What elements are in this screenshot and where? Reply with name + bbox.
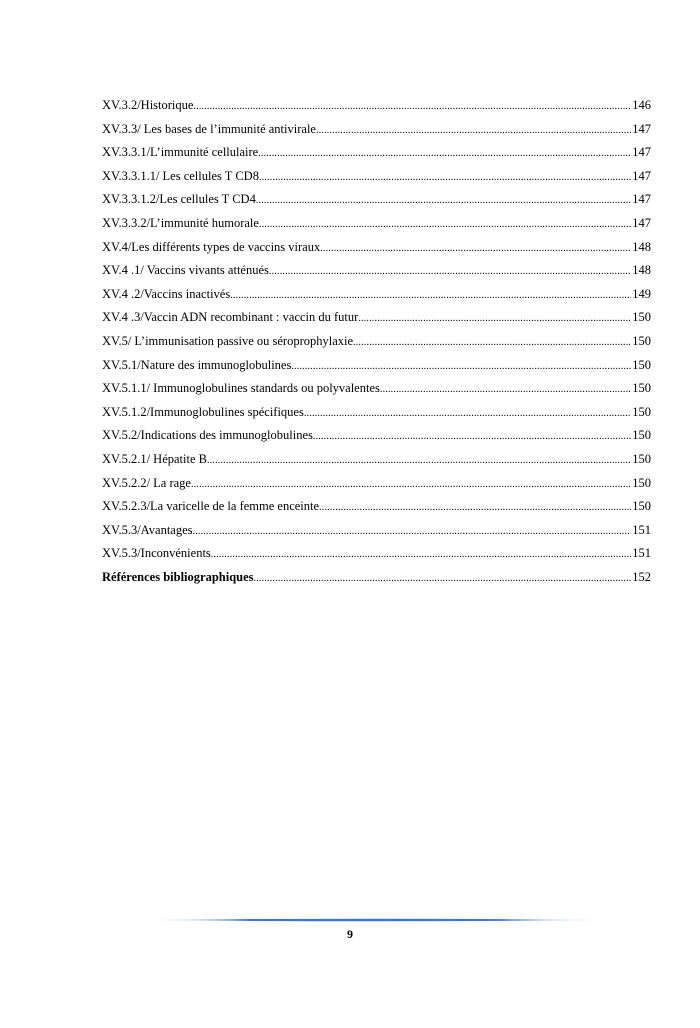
toc-entry-label: XV.5.3/Inconvénients <box>102 546 211 561</box>
toc-entry <box>102 168 651 192</box>
toc-entry <box>102 121 651 145</box>
toc-entry <box>102 286 651 310</box>
toc-entry-page: 150 <box>632 475 651 490</box>
toc-dot-leader <box>316 123 631 139</box>
toc-entry-page: 150 <box>632 404 651 419</box>
toc-entry-page: 148 <box>632 263 651 278</box>
toc-dot-leader <box>353 335 631 351</box>
toc-dot-leader <box>380 382 631 398</box>
toc-entry-label: XV.4 .1/ Vaccins vivants atténués <box>102 263 269 278</box>
toc-entry <box>102 191 651 215</box>
toc-entry <box>102 475 651 499</box>
toc-entry <box>102 333 651 357</box>
toc-dot-leader <box>230 288 631 304</box>
toc-entry-label: XV.3.3/ Les bases de l’immunité antivirale <box>102 121 316 136</box>
toc-dot-leader <box>313 429 631 445</box>
toc-dot-leader <box>193 524 632 540</box>
toc-entry <box>102 357 651 381</box>
toc-entry-page: 150 <box>632 428 651 443</box>
toc-entry-page: 147 <box>632 192 651 207</box>
toc-entry-label: XV.3.2/Historique <box>102 98 194 112</box>
toc-entry-page: 147 <box>632 168 651 183</box>
toc-entry-page: 146 <box>632 98 651 112</box>
toc-entry-label: XV.4 .3/Vaccin ADN recombinant : vaccin du futur <box>102 310 359 325</box>
toc-entry-page: 147 <box>632 145 651 160</box>
toc-entry-label: XV.4 .2/Vaccins inactivés <box>102 286 231 301</box>
toc-dot-leader <box>207 453 631 469</box>
toc-dot-leader <box>259 170 631 186</box>
toc-entry <box>102 239 651 263</box>
footer-divider <box>126 918 622 922</box>
toc-entry-label: XV.3.3.1.2/Les cellules T CD4 <box>102 192 256 207</box>
toc-entry <box>102 404 651 428</box>
toc-entry <box>102 309 651 333</box>
toc-entry-page: 151 <box>632 522 651 537</box>
toc-dot-leader <box>258 146 631 162</box>
toc-dot-leader <box>254 571 632 587</box>
toc-entry-page: 147 <box>632 215 651 230</box>
toc-entry <box>102 545 651 569</box>
toc-dot-leader <box>358 311 631 327</box>
toc-entry-page: 151 <box>632 546 651 561</box>
toc-entry-label: XV.5.2.1/ Hépatite B <box>102 451 207 466</box>
toc-entry-page: 147 <box>632 121 651 136</box>
toc-entry-label: XV.5/ L’immunisation passive ou séroprophylaxie <box>102 333 354 348</box>
toc-entry-label: XV.3.3.1/L’immunité cellulaire <box>102 145 259 160</box>
toc-entry <box>102 215 651 239</box>
toc-entry-label: XV.3.3.2/L’immunité humorale <box>102 215 259 230</box>
toc-entry-page: 150 <box>632 381 651 396</box>
toc-entry-label: Références bibliographiques <box>102 569 254 584</box>
toc-dot-leader <box>191 477 631 493</box>
toc-entry-label: XV.3.3.1.1/ Les cellules T CD8 <box>102 168 259 183</box>
toc-entry-label: XV.5.1.2/Immunoglobulines spécifiques <box>102 404 304 419</box>
toc-entry <box>102 427 651 451</box>
toc-dot-leader <box>304 406 631 422</box>
toc-entry <box>102 380 651 404</box>
toc-entry-page: 152 <box>632 569 651 584</box>
toc-entry-label: XV.5.3/Avantages <box>102 522 193 537</box>
page-number: 9 <box>347 927 353 941</box>
table-of-contents <box>102 97 651 592</box>
toc-dot-leader <box>193 99 631 115</box>
toc-entry <box>102 144 651 168</box>
toc-dot-leader <box>256 193 631 209</box>
toc-entry <box>102 569 651 593</box>
toc-entry-label: XV.5.1.1/ Immunoglobulines standards ou polyvalentes <box>102 381 380 396</box>
toc-entry <box>102 451 651 475</box>
toc-entry-label: XV.4/Les différents types de vaccins viraux <box>102 239 321 254</box>
toc-entry-label: XV.5.1/Nature des immunoglobulines <box>102 357 292 372</box>
toc-entry <box>102 498 651 522</box>
toc-entry <box>102 97 651 121</box>
toc-entry <box>102 262 651 286</box>
toc-dot-leader <box>319 500 631 516</box>
toc-entry-page: 148 <box>632 239 651 254</box>
toc-dot-leader <box>211 547 631 563</box>
toc-dot-leader <box>320 241 631 257</box>
toc-entry-label: XV.5.2.2/ La rage <box>102 475 191 490</box>
toc-dot-leader <box>269 264 631 280</box>
toc-entry-label: XV.5.2/Indications des immunoglobulines <box>102 428 313 443</box>
toc-entry-page: 150 <box>632 499 651 514</box>
toc-entry-page: 150 <box>632 451 651 466</box>
toc-entry-page: 150 <box>632 333 651 348</box>
toc-entry-label: XV.5.2.3/La varicelle de la femme enceinte <box>102 499 320 514</box>
toc-entry-page: 149 <box>632 286 651 301</box>
toc-dot-leader <box>259 217 631 233</box>
toc-dot-leader <box>291 359 631 375</box>
toc-entry <box>102 522 651 546</box>
toc-entry-page: 150 <box>632 310 651 325</box>
toc-entry-page: 150 <box>632 357 651 372</box>
